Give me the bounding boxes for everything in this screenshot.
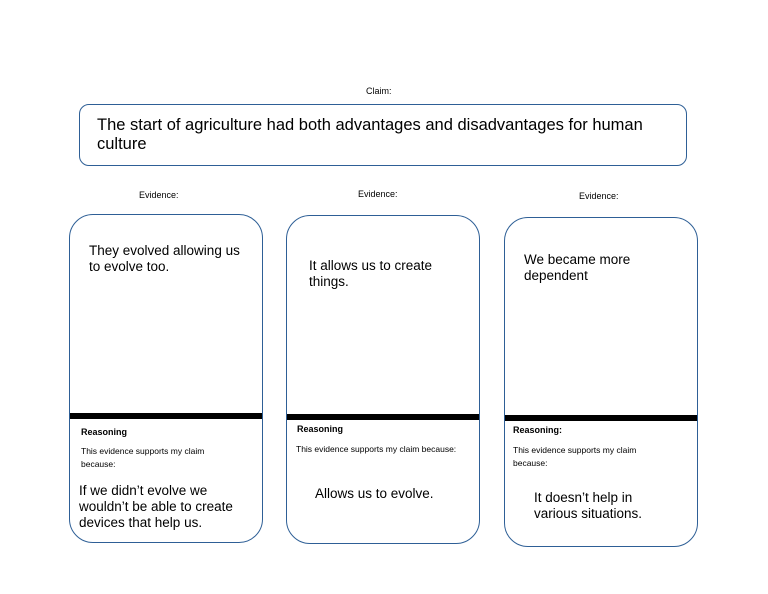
- reasoning-prompt-3: This evidence supports my claim because:: [513, 445, 637, 468]
- section-divider-2: [287, 414, 479, 420]
- section-divider-3: [505, 415, 697, 421]
- reasoning-label-2: Reasoning: [297, 424, 344, 434]
- claim-label: Claim:: [366, 86, 392, 96]
- evidence-text-3: We became more dependent: [524, 252, 631, 283]
- evidence-card-2: [286, 215, 480, 544]
- evidence-card-3: [504, 217, 698, 547]
- evidence-label-2: Evidence:: [358, 189, 398, 199]
- claim-box: [79, 104, 687, 166]
- evidence-label-1: Evidence:: [139, 190, 179, 200]
- reasoning-label-3: Reasoning:: [513, 425, 563, 435]
- reasoning-text-3: It doesn’t help in various situations.: [534, 490, 643, 521]
- claim-text: The start of agriculture had both advantages and disadvantages for human culture: [97, 116, 643, 153]
- section-divider-1: [70, 413, 262, 419]
- evidence-label-3: Evidence:: [579, 191, 619, 201]
- reasoning-prompt-2: This evidence supports my claim because:: [296, 444, 457, 454]
- evidence-text-1: They evolved allowing us to evolve too.: [89, 243, 240, 274]
- evidence-card-1: [69, 214, 263, 543]
- evidence-text-2: It allows us to create things.: [309, 258, 433, 289]
- reasoning-text-2: Allows us to evolve.: [315, 486, 434, 501]
- reasoning-text-1: If we didn’t evolve we wouldn’t be able to create devices that help us.: [79, 483, 233, 530]
- reasoning-prompt-1: This evidence supports my claim because:: [81, 446, 205, 469]
- reasoning-label-1: Reasoning: [81, 427, 128, 437]
